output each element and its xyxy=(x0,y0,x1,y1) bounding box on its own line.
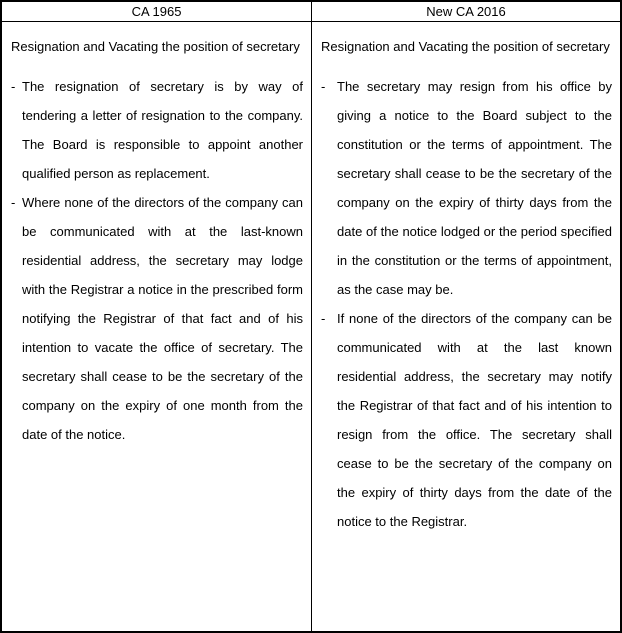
table-body-row xyxy=(2,22,620,632)
bullet-marker: - xyxy=(11,79,16,94)
list-item-text: Where none of the directors of the company can be communicated with at the last-known residential address, the secretary may lodge with the Registrar a notice in the prescribed form notifying the Registrar of that fact and of his intention to vacate the office of secretary. The secretary shall cease to be the secretary of the company on the expiry of one month from the date of the notice. xyxy=(22,195,303,442)
list-item-text: The resignation of secretary is by way of tendering a letter of resignation to the company. The Board is responsible to appoint another qualified person as replacement. xyxy=(22,79,303,181)
list-item-text: If none of the directors of the company can be communicated with at the last known residential address, the secretary may notify the Registrar of that fact and of his intention to resign from the office. The secretary shall cease to be the secretary of the company on the expiry of thirty days from the date of the notice to the Registrar. xyxy=(337,311,612,529)
column-header-new-ca-2016: New CA 2016 xyxy=(311,2,620,21)
bullet-marker: - xyxy=(321,311,326,326)
section-title: Resignation and Vacating the position of secretary xyxy=(321,39,610,54)
list-item xyxy=(321,304,612,536)
list-item-text: The secretary may resign from his office by giving a notice to the Board subject to the constitution or the terms of appointment. The secretary shall cease to be the secretary of the company on the expiry of thirty days from the date of the notice lodged or the period specified in the constitution or the terms of appointment, as the case may be. xyxy=(337,79,612,297)
table-header-row xyxy=(2,2,620,22)
ca-1965-cell xyxy=(2,22,311,632)
list-item xyxy=(11,188,303,449)
list-item xyxy=(11,72,303,188)
list-item xyxy=(321,72,612,304)
bullet-marker: - xyxy=(321,79,326,94)
column-header-ca-1965: CA 1965 xyxy=(131,4,182,19)
new-ca-2016-cell xyxy=(311,22,620,632)
section-title: Resignation and Vacating the position of secretary xyxy=(11,39,300,54)
bullet-marker: - xyxy=(11,195,16,210)
